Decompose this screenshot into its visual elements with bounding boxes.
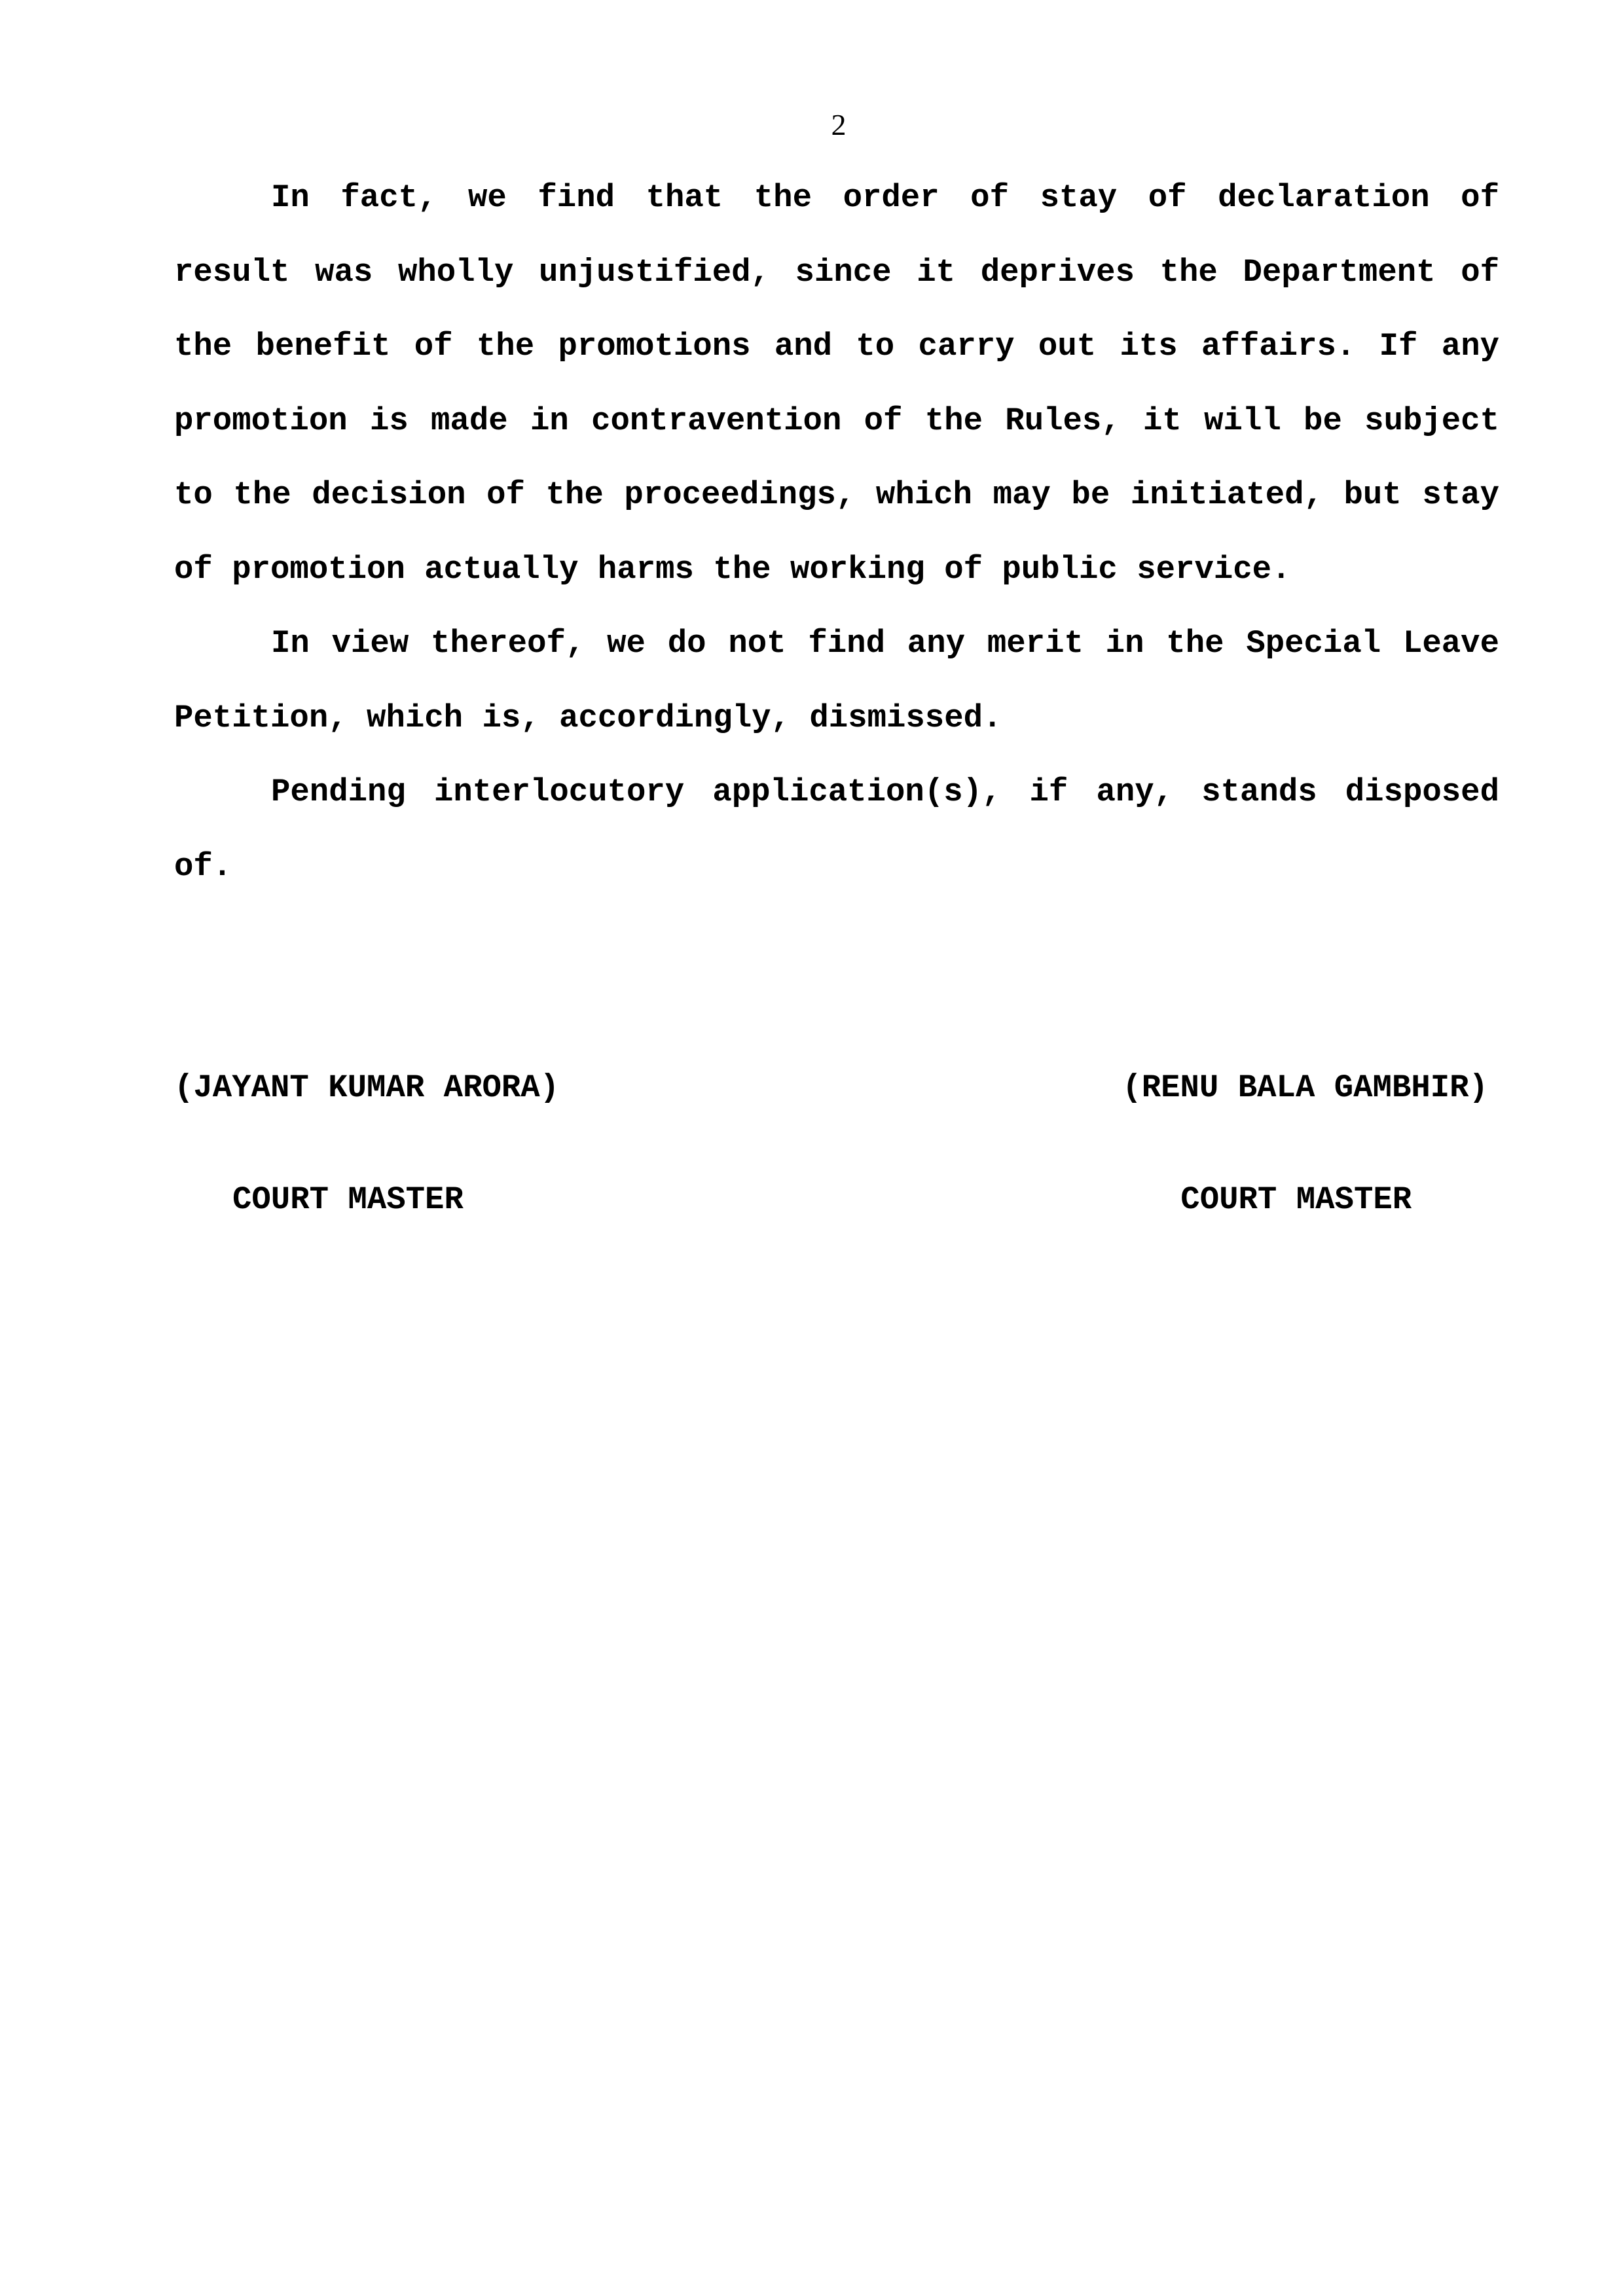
paragraph-stay-unjustified: In fact, we find that the order of stay of declaration of result was wholly unjustified, since it deprives the Department of the benefit of the promotions and to carry out its affairs. If any promotion is made in contravention of the Rules, it will be subject to the decision of the proceedings, which may be initiated, but stay of promotion actually harms the working of public service. bbox=[174, 179, 1499, 588]
order-body bbox=[174, 161, 1499, 904]
signatory-title: COURT MASTER bbox=[1180, 1181, 1412, 1218]
signatory-name: (JAYANT KUMAR ARORA) bbox=[174, 1069, 560, 1106]
paragraph-dismissal: In view thereof, we do not find any merit in the Special Leave Petition, which is, accordingly, dismissed. bbox=[174, 625, 1499, 736]
signature-block-right bbox=[1122, 995, 1488, 1293]
signature-block-left bbox=[174, 995, 559, 1293]
signature-section bbox=[174, 995, 1499, 1218]
page-number: 2 bbox=[831, 108, 847, 141]
signatory-title: COURT MASTER bbox=[232, 1181, 464, 1218]
signatory-name: (RENU BALA GAMBHIR) bbox=[1122, 1069, 1488, 1106]
paragraph-pending-applications: Pending interlocutory application(s), if any, stands disposed of. bbox=[174, 774, 1499, 885]
